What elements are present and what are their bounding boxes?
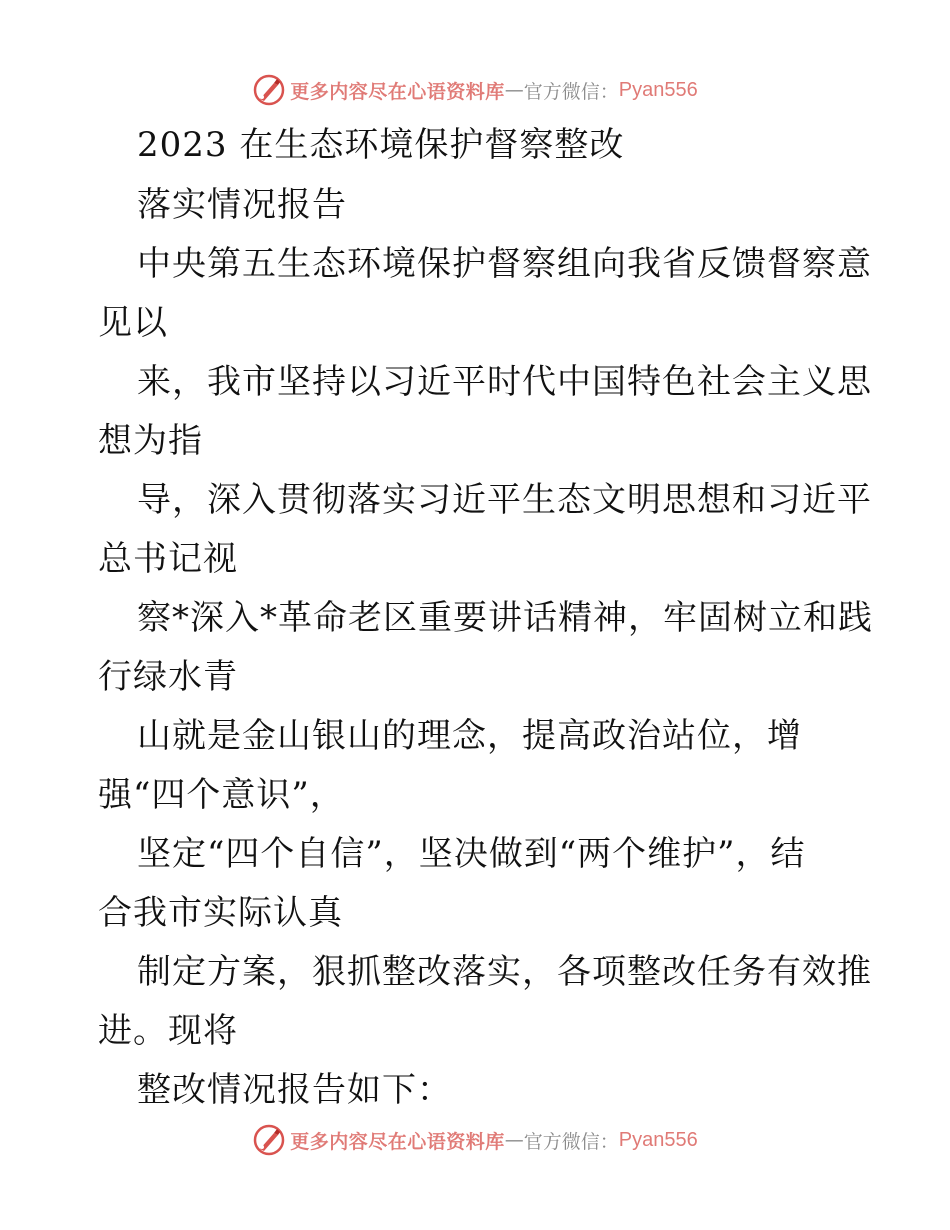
paragraph-line: 强“四个意识”， xyxy=(98,775,345,815)
header-watermark xyxy=(0,70,950,110)
watermark-id: Pyan556 xyxy=(618,1128,698,1151)
watermark-separator: — xyxy=(504,79,524,101)
paragraph-line: 行绿水青 xyxy=(98,657,238,697)
paragraph-line: 见以 xyxy=(98,303,168,343)
watermark-main-text: 更多内容尽在心语资料库 xyxy=(290,80,505,103)
paragraph-line: 来，我市坚持以习近平时代中国特色社会主义思 xyxy=(137,362,872,402)
paragraph-line: 导，深入贯彻落实习近平生态文明思想和习近平 xyxy=(137,480,872,520)
paragraph-line: 中央第五生态环境保护督察组向我省反馈督察意 xyxy=(137,244,872,284)
paragraph-line: 总书记视 xyxy=(98,539,238,579)
watermark-id: Pyan556 xyxy=(618,78,698,101)
pen-logo-icon xyxy=(252,73,286,107)
watermark-sub-text: 官方微信： xyxy=(523,80,619,103)
pen-logo-icon xyxy=(252,1123,286,1157)
footer-watermark xyxy=(0,1120,950,1160)
paragraph-line: 进。现将 xyxy=(98,1011,238,1051)
paragraph-line: 察*深入*革命老区重要讲话精神，牢固树立和践 xyxy=(137,598,873,638)
document-title: 2023 在生态环境保护督察整改 xyxy=(137,125,625,165)
paragraph-line: 整改情况报告如下： xyxy=(137,1070,452,1110)
paragraph-line: 制定方案，狠抓整改落实，各项整改任务有效推 xyxy=(137,952,872,992)
paragraph-line: 合我市实际认真 xyxy=(98,893,343,933)
paragraph-line: 山就是金山银山的理念，提高政治站位，增 xyxy=(137,716,802,756)
paragraph-line: 想为指 xyxy=(98,421,203,461)
paragraph-line: 坚定“四个自信”，坚决做到“两个维护”，结 xyxy=(137,834,806,874)
watermark-main-text: 更多内容尽在心语资料库 xyxy=(290,1130,505,1153)
document-title-cont: 落实情况报告 xyxy=(137,185,347,225)
watermark-sub-text: 官方微信： xyxy=(523,1130,619,1153)
watermark-separator: — xyxy=(504,1129,524,1151)
